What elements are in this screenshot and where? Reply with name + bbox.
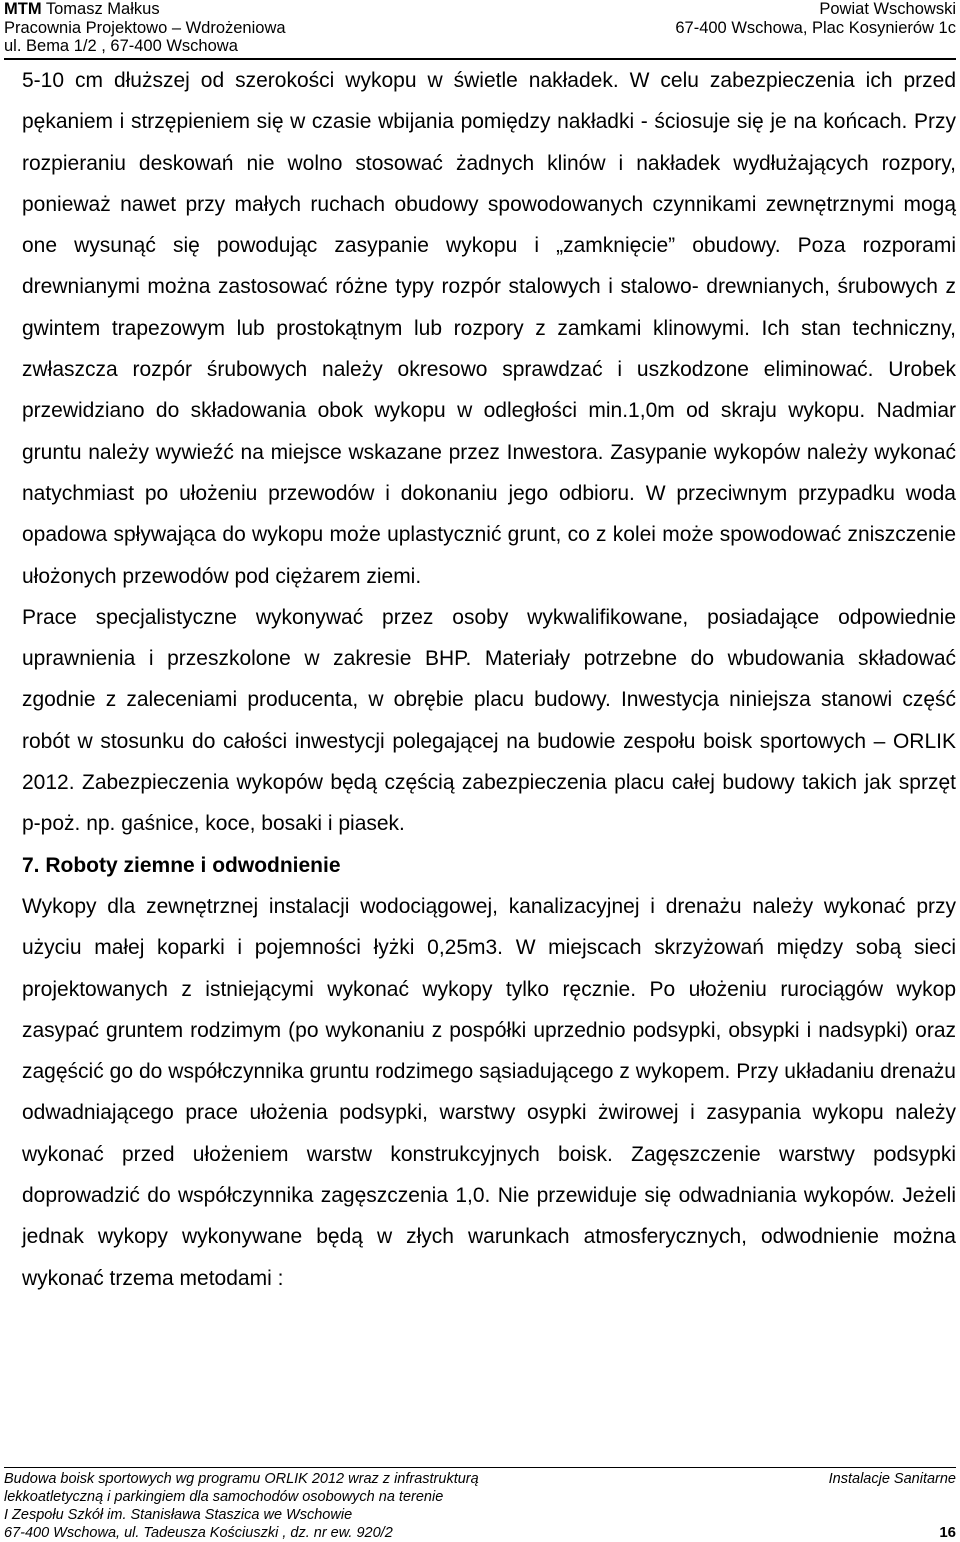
company-type: Pracownia Projektowo – Wdrożeniowa: [4, 18, 286, 37]
paragraph-specialist-works: Prace specjalistyczne wykonywać przez osoby wykwalifikowane, posiadające odpowiednie uprawnienia i przeszkolone w zakresie BHP. Materiały potrzebne do wbudowania składować zgodnie z zaleceniami producenta, w obrębie placu budowy. Inwestycja niniejsza stanowi część robót w stosunku do całości inwestycji polegającej na budowie zespołu boisk sportowych – ORLIK 2012. Zabezpieczenia wykopów będą częścią zabezpieczenia placu całej budowy takich jak sprzęt p-poż. np. gaśnice, koce, bosaki i piasek.: [22, 605, 956, 836]
footer-line-4: 67-400 Wschowa, ul. Tadeusza Kościuszki , dz. nr ew. 920/2: [4, 1525, 393, 1541]
client-name: Powiat Wschowski: [819, 0, 956, 18]
company-owner: Tomasz Małkus: [45, 0, 160, 18]
company-address: ul. Bema 1/2 , 67-400 Wschowa: [4, 37, 238, 55]
company-brand: MTM: [4, 0, 42, 18]
paragraph-earthworks: Wykopy dla zewnętrznej instalacji wodociągowej, kanalizacyjnej i drenażu należy wykonać przy użyciu małej koparki i pojemności łyżki 0,25m3. W miejscach skrzyżowań między sobą sieci projektowanych z istniejącymi wykonać wykopy tylko ręcznie. Po ułożeniu rurociągów wykop zasypać gruntem rodzimym (po wykonaniu z pospółki uprzednio podsypki, obsypki i nadsypki) oraz zagęścić go do współczynnika gruntu rodzimego sąsiadującego z wykopem. Przy układaniu drenażu odwadniającego prace ułożenia podsypki, warstwy osypki żwirowej i zasypania wykopu należy wykonać przed ułożeniem warstw konstrukcyjnych boisk. Zagęszczenie warstwy podsypki doprowadzić do współczynnika zagęszczenia 1,0. Nie przewiduje się odwadniania wykopów. Jeżeli jednak wykopy wykonywane będą w złych warunkach atmosferycznych, odwodnienie można wykonać trzema metodami :: [22, 894, 956, 1290]
footer-discipline: Instalacje Sanitarne: [828, 1471, 956, 1487]
company-line: [4, 0, 286, 19]
footer-line-2: lekkoatletyczną i parkingiem dla samochodów osobowych na terenie: [4, 1489, 444, 1505]
paragraph-excavation-shoring: 5-10 cm dłuższej od szerokości wykopu w świetle nakładek. W celu zabezpieczenia ich przed pękaniem i strzępieniem się w czasie wbijania pomiędzy nakładki - ściosuje się je na końcach. Przy rozpieraniu deskowań nie wolno stosować żadnych klinów i nakładek wydłużających rozpory, ponieważ nawet przy małych ruchach obudowy spowodowanych czynnikami zewnętrznymi mogą one wysunąć się powodując zasypanie wykopu i „zamknięcie” obudowy. Poza rozporami drewnianymi można zastosować różne typy rozpór stalowych i stalowo- drewnianych, śrubowych z gwintem trapezowym lub prostokątnym lub rozpory z zamkami klinowymi. Ich stan techniczny, zwłaszcza rozpór śrubowych należy okresowo sprawdzać i uszkodzone eliminować. Urobek przewidziano do składowania obok wykopu w odległości min.1,0m od skraju wykopu. Nadmiar gruntu należy wywieźć na miejsce wskazane przez Inwestora. Zasypanie wykopów należy wykonać natychmiast po ułożeniu przewodów i dokonaniu jego odbioru. W przeciwnym przypadku woda opadowa spływająca do wykopu może uplastycznić grunt, co z kolei może spowodować zniszczenie ułożonych przewodów pod ciężarem ziemi.: [22, 69, 956, 588]
section-heading: 7. Roboty ziemne i odwodnienie: [22, 853, 341, 877]
header-right: [675, 0, 956, 37]
header-left: [4, 0, 286, 56]
page-number: 16: [939, 1524, 956, 1541]
page-footer: [4, 1467, 956, 1541]
page-header: [4, 0, 956, 60]
footer-project: [4, 1470, 479, 1542]
client-address: 67-400 Wschowa, Plac Kosynierów 1c: [675, 18, 956, 37]
document-body: [22, 60, 956, 1299]
footer-line-3: I Zespołu Szkół im. Stanisława Staszica we Wschowie: [4, 1507, 353, 1523]
footer-line-1: Budowa boisk sportowych wg programu ORLIK 2012 wraz z infrastrukturą: [4, 1471, 479, 1487]
